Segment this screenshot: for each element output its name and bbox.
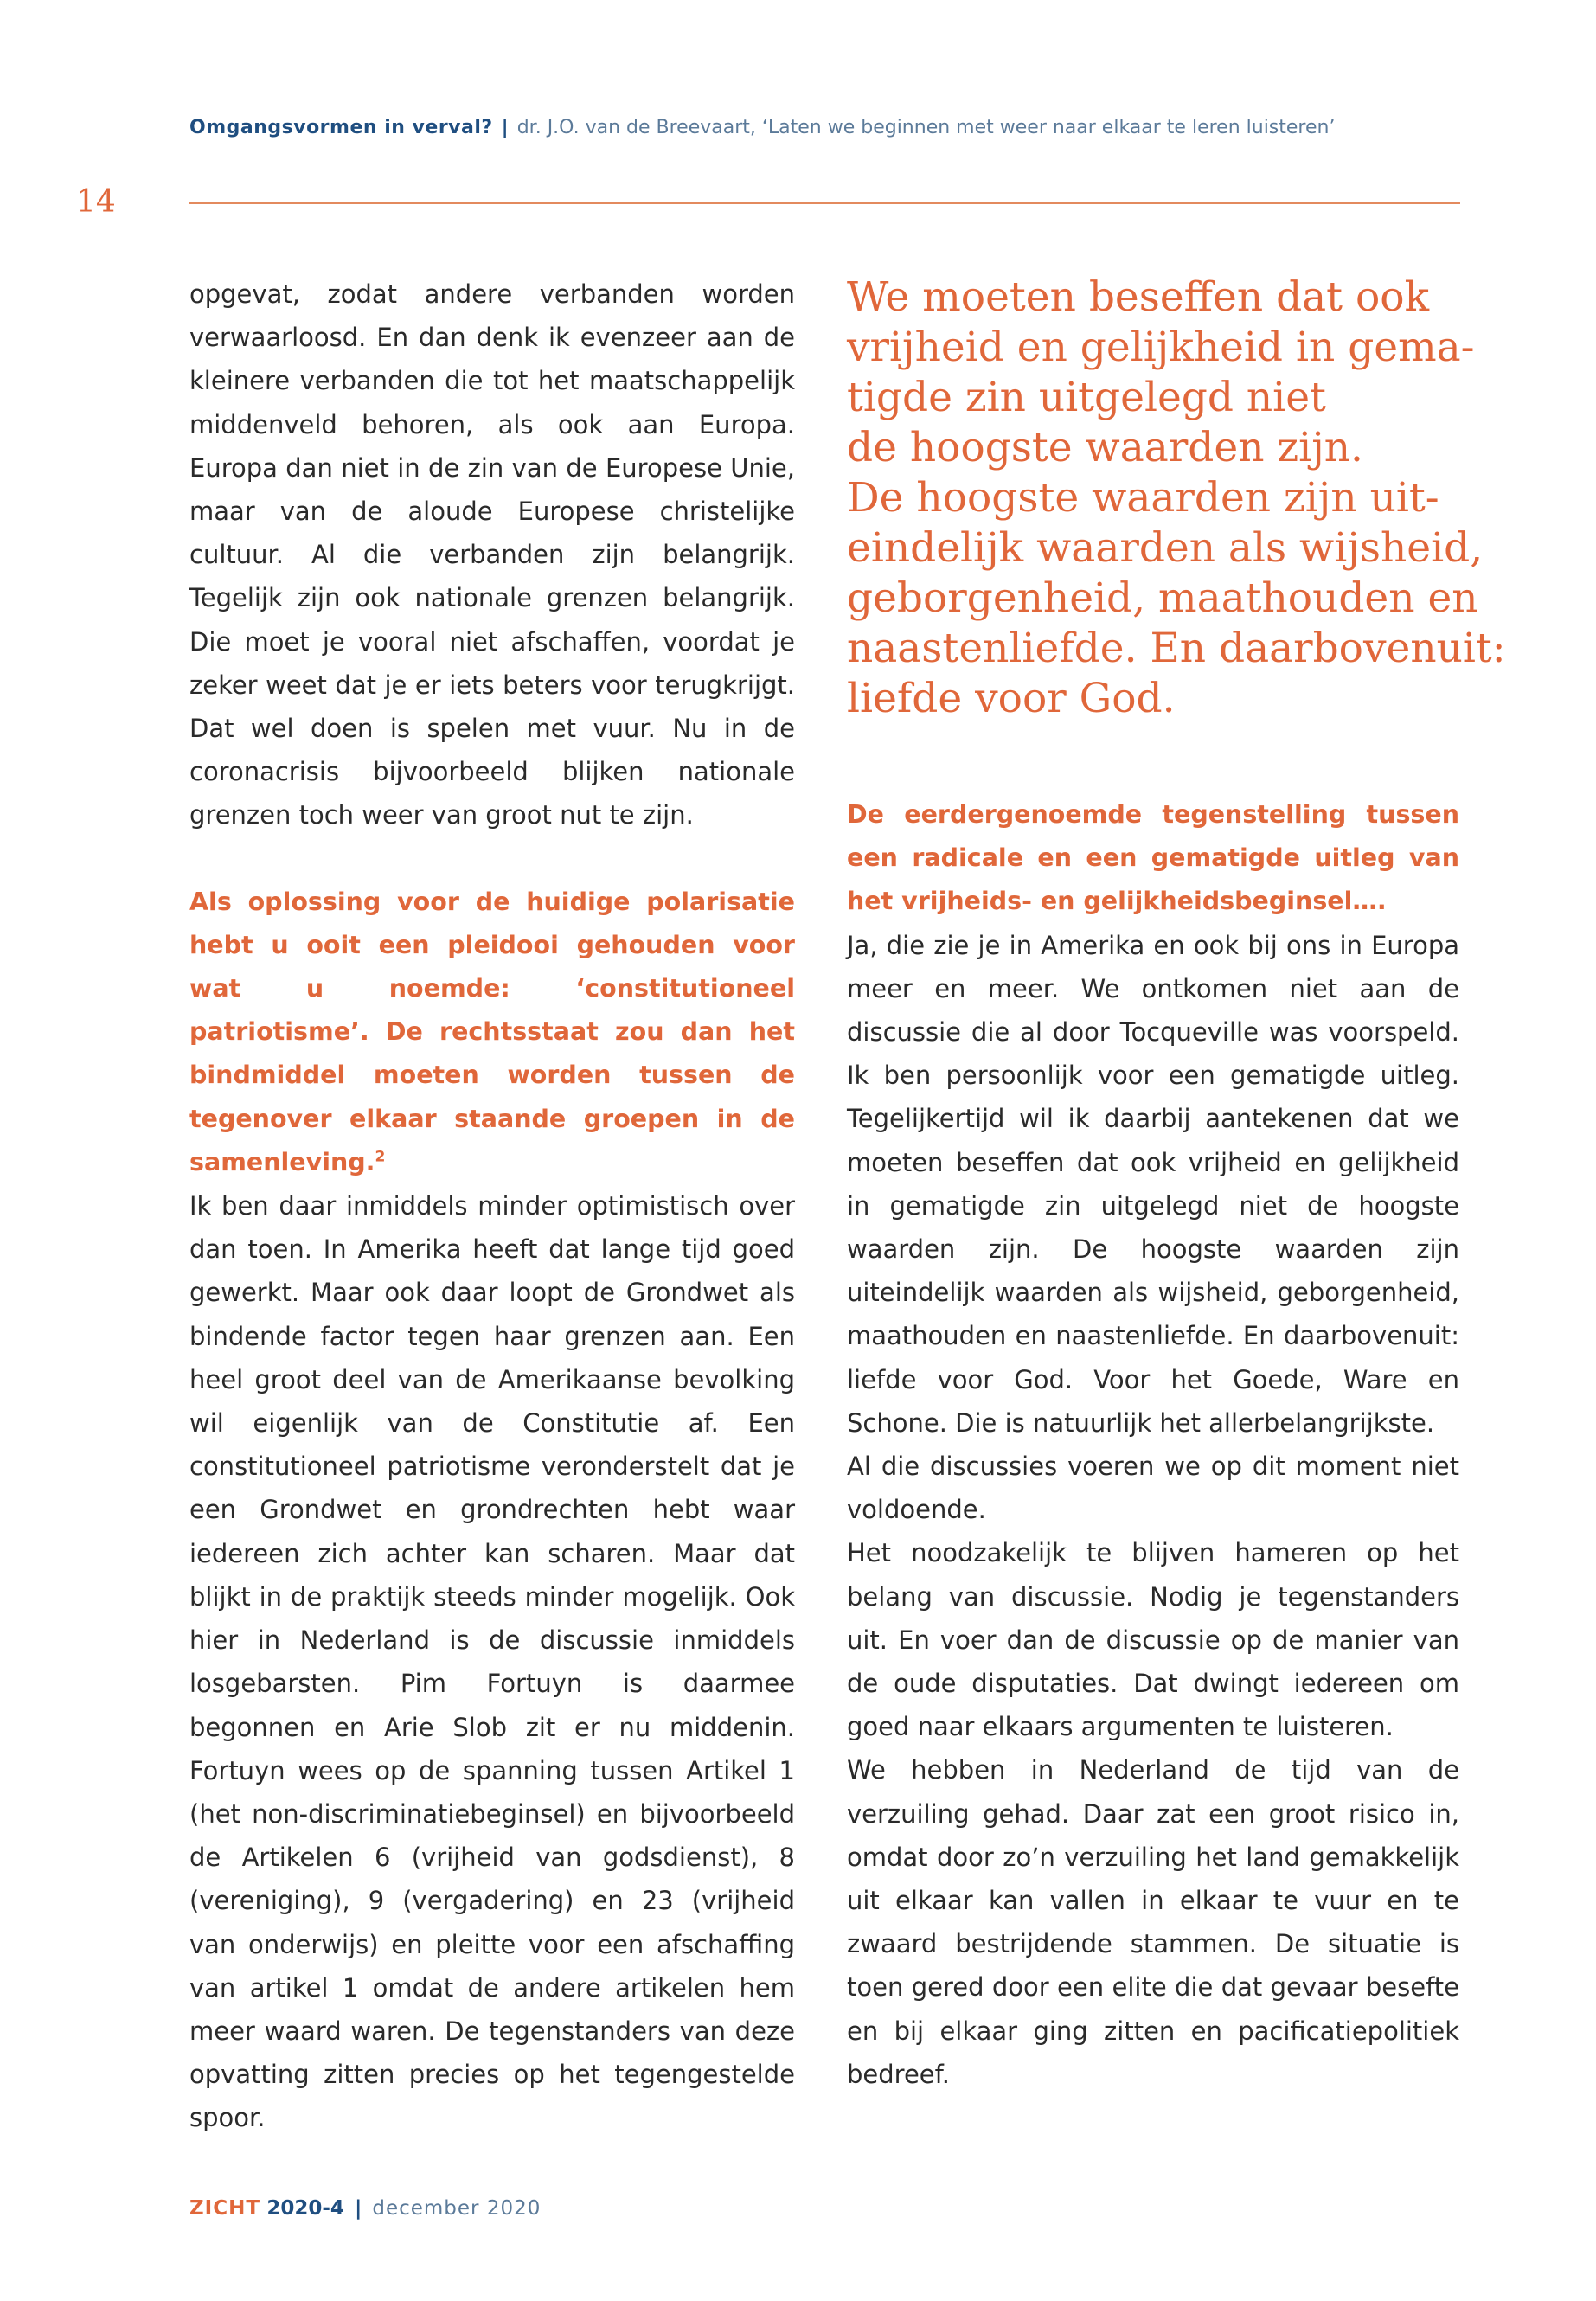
right-column bbox=[847, 272, 1506, 2096]
pull-quote-line: eindelijk waarden als wijsheid, bbox=[847, 524, 1484, 572]
pull-quote bbox=[847, 272, 1506, 724]
pull-quote-line: tigde zin uitgelegd niet bbox=[847, 374, 1326, 421]
left-column bbox=[189, 272, 795, 2140]
pull-quote-line: naastenliefde. En daarbovenuit: bbox=[847, 625, 1506, 672]
footer-separator: | bbox=[354, 2197, 362, 2220]
body-paragraph: Ik ben daar inmiddels minder optimistisch over dan toen. In Amerika heeft dat lange tijd goed gewerkt. Maar ook daar loopt de Grondwet als bindende factor tegen haar grenzen aan. Een heel groot deel van de Amerikaanse bevolking wil eigenlijk van de Constitutie af. Een constitutioneel patriotisme veronderstelt dat je een Grondwet en grondrechten hebt waar iedereen zich achter kan scharen. Maar dat blijkt in de praktijk steeds minder mogelijk. Ook hier in Nederland is de discussie inmiddels losgebarsten. Pim Fortuyn is daarmee begonnen en Arie Slob zit er nu middenin. Fortuyn wees op de spanning tussen Artikel 1 (het non-discriminatiebeginsel) en bijvoorbeeld de Artikelen 6 (vrijheid van godsdienst), 8 (vereniging), 9 (vergadering) en 23 (vrijheid van onderwijs) en pleitte voor een afschaffing van artikel 1 omdat de andere artikelen hem meer waard waren. De tegenstanders van deze opvatting zitten precies op het tegengestelde spoor. bbox=[189, 1191, 795, 2133]
running-header bbox=[189, 115, 1461, 141]
page-number: 14 bbox=[76, 184, 116, 220]
interview-question bbox=[189, 881, 795, 1184]
pull-quote-line: vrijheid en gelijkheid in gema- bbox=[847, 324, 1475, 371]
header-article-title: dr. J.O. van de Breevaart, ‘Laten we beginnen met weer naar elkaar te leren luisteren’ bbox=[516, 117, 1336, 138]
pull-quote-line: De hoogste waarden zijn uit- bbox=[847, 474, 1439, 522]
footer-date: december 2020 bbox=[372, 2197, 542, 2220]
body-paragraph: We hebben in Nederland de tijd van de verzuiling gehad. Daar zat een groot risico in, omdat door zo’n verzuiling het land gemakkelijk uit elkaar kan vallen in elkaar te vuur en te zwaard bestrijdende stammen. De situatie is toen gered door een elite die dat gevaar besefte en bij elkaar ging zitten en pacificatiepolitiek bedreef. bbox=[847, 1755, 1459, 2089]
pull-quote-line: de hoogste waarden zijn. bbox=[847, 424, 1363, 471]
body-paragraph: Al die discussies voeren we op dit moment niet voldoende. bbox=[847, 1452, 1459, 1525]
pull-quote-line: We moeten beseffen dat ook bbox=[847, 273, 1430, 321]
interview-question: De eerdergenoemde tegenstelling tussen een radicale en een gematigde uitleg van het vrijheids- en gelijkheidsbeginsel…. bbox=[847, 800, 1459, 916]
page-footer bbox=[189, 2195, 541, 2221]
question-text: Als oplossing voor de huidige polarisatie hebt u ooit een pleidooi gehouden voor wat u noemde: ‘constitutioneel patriotisme’. De rechtsstaat zou dan het bindmiddel moeten worden tussen de tegenover elkaar staande groepen in de samenleving. bbox=[189, 887, 795, 1176]
footer-issue-number: 2020-4 bbox=[266, 2197, 344, 2220]
header-separator: | bbox=[501, 117, 509, 138]
pull-quote-line: liefde voor God. bbox=[847, 675, 1176, 722]
body-paragraph: opgevat, zodat andere verbanden worden verwaarloosd. En dan denk ik evenzeer aan de kleinere verbanden die tot het maatschappelijk middenveld behoren, als ook aan Europa. Europa dan niet in de zin van de Europese Unie, maar van de aloude Europese christelijke cultuur. Al die verbanden zijn belangrijk. Tegelijk zijn ook nationale grenzen belangrijk. Die moet je vooral niet afschaffen, voordat je zeker weet dat je er iets beters voor terugkrijgt. Dat wel doen is spelen met vuur. Nu in de coronacrisis bijvoorbeeld blijken nationale grenzen toch weer van groot nut te zijn. bbox=[189, 279, 795, 830]
footnote-reference[interactable]: 2 bbox=[375, 1148, 386, 1166]
footer-magazine-name: ZICHT bbox=[189, 2197, 261, 2220]
header-section-title: Omgangsvormen in verval? bbox=[189, 117, 493, 138]
pull-quote-line: geborgenheid, maathouden en bbox=[847, 574, 1478, 622]
body-paragraph: Het noodzakelijk te blijven hameren op het belang van discussie. Nodig je tegenstanders uit. En voer dan de discussie op de manier van de oude disputaties. Dat dwingt iedereen om goed naar elkaars argumenten te luisteren. bbox=[847, 1538, 1459, 1742]
header-rule bbox=[189, 202, 1460, 204]
body-paragraph: Ja, die zie je in Amerika en ook bij ons in Europa meer en meer. We ontkomen niet aan de discussie die al door Tocqueville was voorspeld. Ik ben persoonlijk voor een gematigde uitleg. Tegelijkertijd wil ik daarbij aantekenen dat we moeten beseffen dat ook vrijheid en gelijkheid in gematigde zin uitgelegd niet de hoogste waarden zijn. De hoogste waarden zijn uiteindelijk waarden als wijsheid, geborgenheid, maathouden en naastenliefde. En daarbovenuit: liefde voor God. Voor het Goede, Ware en Schone. Die is natuurlijk het allerbelangrijkste. bbox=[847, 930, 1459, 1438]
